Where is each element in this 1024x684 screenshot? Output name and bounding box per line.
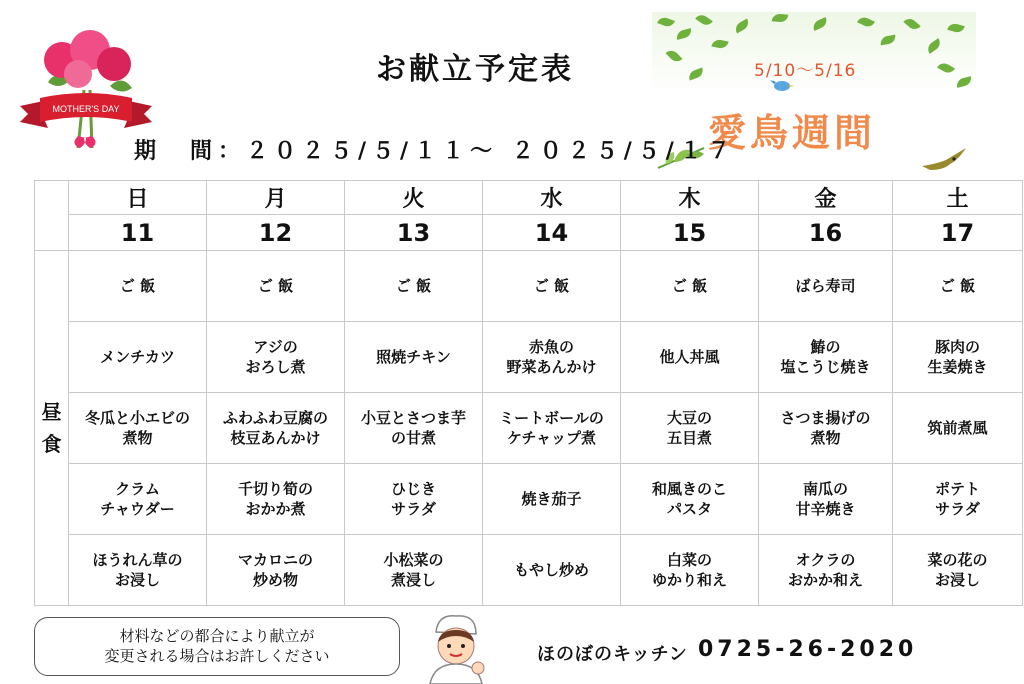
dish-cell: 南瓜の 甘辛焼き <box>759 464 893 535</box>
dish-cell: 焼き茄子 <box>483 464 621 535</box>
menu-period: 期 間：２０２５/５/１１～ ２０２５/５/１７ <box>134 139 736 164</box>
dish-cell: 千切り筍の おかか煮 <box>207 464 345 535</box>
date-cell: 13 <box>345 215 483 251</box>
dish-cell: もやし炒め <box>483 535 621 606</box>
notice-box <box>34 617 400 676</box>
dish-cell: ご 飯 <box>345 251 483 322</box>
kitchen-name: ほのぼのキッチン <box>537 644 688 665</box>
notice-line-2: 変更される場合はお許しください <box>104 647 330 665</box>
day-cell: 水 <box>483 181 621 215</box>
date-cell: 11 <box>69 215 207 251</box>
dish-cell: 他人丼風 <box>621 322 759 393</box>
date-cell: 16 <box>759 215 893 251</box>
day-cell: 日 <box>69 181 207 215</box>
leaf-banner <box>652 12 976 94</box>
dish-cell: 大豆の 五目煮 <box>621 393 759 464</box>
cook-character-icon <box>420 610 490 684</box>
blue-bird-icon <box>770 78 794 92</box>
dish-cell: 赤魚の 野菜あんかけ <box>483 322 621 393</box>
week-range: 5/10～5/16 <box>754 61 857 81</box>
dish-cell: マカロニの 炒め物 <box>207 535 345 606</box>
dish-cell: ご 飯 <box>621 251 759 322</box>
dish-cell: クラム チャウダー <box>69 464 207 535</box>
dish-cell: ほうれん草の お浸し <box>69 535 207 606</box>
dish-cell: ご 飯 <box>69 251 207 322</box>
dish-cell: アジの おろし煮 <box>207 322 345 393</box>
day-cell: 火 <box>345 181 483 215</box>
dish-cell: 和風きのこ パスタ <box>621 464 759 535</box>
menu-row <box>35 322 1023 393</box>
day-cell: 月 <box>207 181 345 215</box>
day-cell: 木 <box>621 181 759 215</box>
dish-cell: ご 飯 <box>483 251 621 322</box>
dish-cell: 豚肉の 生姜焼き <box>893 322 1023 393</box>
dish-cell: ご 飯 <box>207 251 345 322</box>
ribbon-text: MOTHER'S DAY <box>52 104 120 114</box>
phone-number: 0725-26-2020 <box>698 637 918 662</box>
notice-line-1: 材料などの都合により献立が <box>119 627 315 645</box>
date-header-row <box>35 215 1023 251</box>
date-cell: 15 <box>621 215 759 251</box>
corner-cell <box>35 181 69 251</box>
dish-cell: さつま揚げの 煮物 <box>759 393 893 464</box>
menu-table <box>34 180 1023 606</box>
menu-row <box>35 535 1023 606</box>
day-header-row <box>35 181 1023 215</box>
dish-cell: 鰆の 塩こうじ焼き <box>759 322 893 393</box>
dish-cell: ご 飯 <box>893 251 1023 322</box>
dish-cell: 小豆とさつま芋 の甘煮 <box>345 393 483 464</box>
dish-cell: 照焼チキン <box>345 322 483 393</box>
dish-cell: ふわふわ豆腐の 枝豆あんかけ <box>207 393 345 464</box>
menu-row <box>35 251 1023 322</box>
dish-cell: ばら寿司 <box>759 251 893 322</box>
date-cell: 12 <box>207 215 345 251</box>
dish-cell: 冬瓜と小エビの 煮物 <box>69 393 207 464</box>
menu-row <box>35 393 1023 464</box>
dish-cell: 筑前煮風 <box>893 393 1023 464</box>
week-title: 愛鳥週間 <box>708 111 877 155</box>
date-cell: 14 <box>483 215 621 251</box>
dish-cell: ミートボールの ケチャップ煮 <box>483 393 621 464</box>
dish-cell: メンチカツ <box>69 322 207 393</box>
dish-cell: 小松菜の 煮浸し <box>345 535 483 606</box>
dish-cell: 白菜の ゆかり和え <box>621 535 759 606</box>
page-title: お献立予定表 <box>376 52 574 87</box>
day-cell: 土 <box>893 181 1023 215</box>
dish-cell: ひじき サラダ <box>345 464 483 535</box>
dish-cell: ポテト サラダ <box>893 464 1023 535</box>
date-cell: 17 <box>893 215 1023 251</box>
dish-cell: 菜の花の お浸し <box>893 535 1023 606</box>
dish-cell: オクラの おかか和え <box>759 535 893 606</box>
meal-label: 昼 食 <box>35 251 69 606</box>
brown-bird-icon <box>920 146 968 172</box>
day-cell: 金 <box>759 181 893 215</box>
menu-row <box>35 464 1023 535</box>
